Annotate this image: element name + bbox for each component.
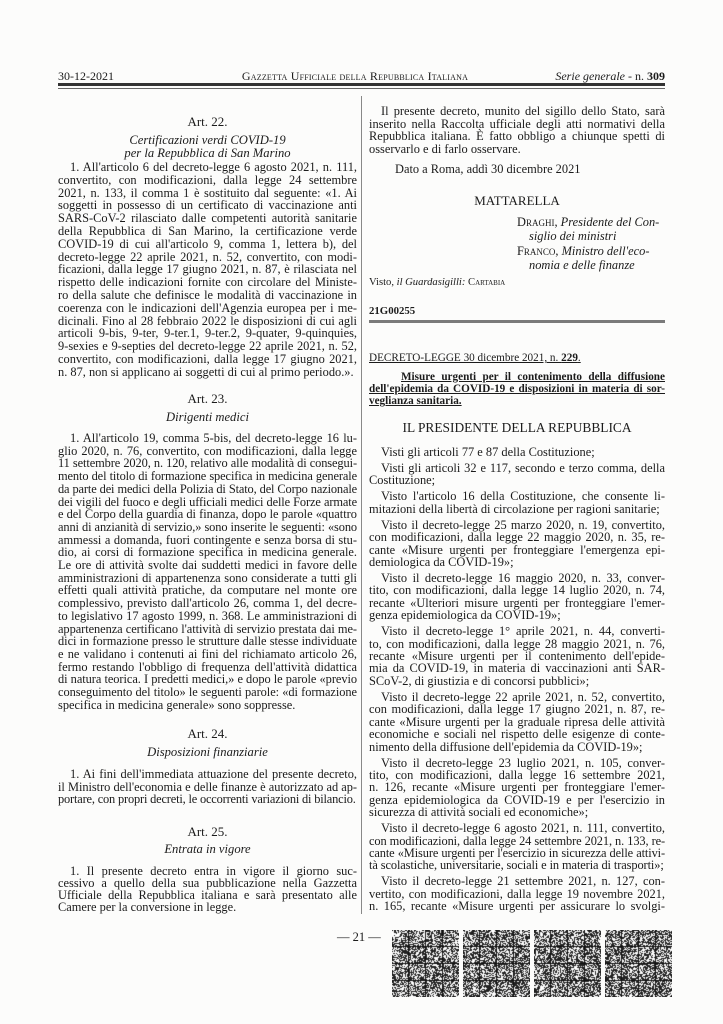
text-line: mitazioni della libertà di circolazione per ragioni sanitarie; bbox=[369, 501, 660, 516]
text-line: veglianza sanitaria. bbox=[369, 395, 462, 408]
text-line: economiche e sociali nel rispetto delle esigenze di conte- bbox=[369, 727, 665, 742]
article-title-line: per la Repubblica di San Marino bbox=[124, 146, 291, 161]
document-code: 21G00255 bbox=[369, 305, 416, 317]
article-title bbox=[58, 134, 357, 160]
text-line: Visto il decreto-legge 22 aprile 2021, n. 52, convertito, bbox=[381, 689, 665, 704]
decree-heading-end: . bbox=[577, 352, 581, 364]
text-line: convertito, con modificazioni, dalla legge 17 giugno 2021, bbox=[58, 351, 357, 366]
text-line: soggetti in possesso di un certificato di vaccinazione anti bbox=[58, 198, 357, 213]
text-line: Visto l'articolo 16 della Costituzione, che consente li- bbox=[381, 489, 665, 504]
decree-title bbox=[369, 371, 665, 407]
article-paragraph bbox=[58, 161, 357, 379]
text-line: 9-sexies e 9-septies del decreto-legge 22 aprile 2021, n. 52, bbox=[58, 339, 357, 354]
text-line: 2021, n. 133, il comma 1 è sostituito dal seguente: «1. Ai bbox=[58, 185, 357, 200]
text-line: SARS-CoV-2 rilasciato dalle competenti autorità sanitarie bbox=[58, 211, 357, 226]
publication-title: Gazzetta Ufficiale della Repubblica Italiana bbox=[241, 69, 469, 83]
text-line: glio 2020, n. 76, convertito, con modificazioni, dalla legge bbox=[58, 443, 357, 458]
text-line: portare, con propri decreti, le occorrenti variazioni di bilancio. bbox=[58, 792, 356, 807]
issuer: IL PRESIDENTE DELLA REPUBBLICA bbox=[402, 420, 632, 435]
text-line: genza epidemiologica da COVID-19»; bbox=[369, 608, 561, 623]
text-line: dell'epidemia da COVID-19 e disposizioni in materia di sor- bbox=[369, 383, 665, 396]
recital-paragraph bbox=[369, 490, 665, 515]
text-line: Visto il decreto-legge 1° aprile 2021, n. 44, converti- bbox=[381, 624, 665, 639]
text-line: decreto-legge 22 aprile 2021, n. 52, convertito, con modi- bbox=[58, 249, 357, 264]
article-title-line: Certificazioni verdi COVID-19 bbox=[129, 133, 286, 147]
series-info bbox=[555, 69, 665, 84]
countersigner-role-cont: siglio dei ministri bbox=[529, 228, 617, 243]
issue-number: 309 bbox=[647, 69, 665, 83]
text-line: dici in formazione presso le strutture dalle stesse individuate bbox=[58, 634, 357, 649]
text-line: mento del titolo di formazione specifica in medicina generale bbox=[58, 469, 357, 484]
text-line: n. 126, recante «Misure urgenti per fronteggiare l'emer- bbox=[369, 780, 665, 795]
text-line: e ne validano i contenuti ai fini del richiamato articolo 26, bbox=[58, 646, 357, 661]
recital-paragraph bbox=[369, 446, 665, 458]
recital-paragraph bbox=[369, 691, 665, 753]
text-line: nimento della diffusione dell'epidemia da COVID-19»; bbox=[369, 739, 643, 754]
text-line: effetti quali attività pratiche, da computare nel monte ore bbox=[58, 583, 357, 598]
text-line: Ufficiale della Repubblica italiana e sarà presentato alle bbox=[58, 888, 357, 903]
text-line: fermo restando l'obbligo di frequenza dell'attività didattica bbox=[58, 659, 357, 674]
text-line: convertito, con modificazioni, dalla legge 24 settembre bbox=[58, 172, 357, 187]
text-line: tito, con modificazioni, dalla legge 16 settembre 2021, bbox=[369, 767, 665, 782]
text-line: Visto il decreto-legge 16 maggio 2020, n. 33, conver- bbox=[381, 571, 665, 586]
visto-line bbox=[369, 277, 505, 288]
article-number: Art. 23. bbox=[187, 391, 228, 406]
countersigner-role-cont: nomia e delle finanze bbox=[529, 257, 635, 272]
text-line: recante «Ulteriori misure urgenti per fronteggiare l'emer- bbox=[369, 595, 665, 610]
text-line: demiologica da COVID-19»; bbox=[369, 555, 514, 570]
text-line: conseguimento del titolo» le seguenti parole: «di formazione bbox=[58, 685, 357, 700]
text-line: rispetto delle indicazioni fornite con circolare del Ministe- bbox=[58, 275, 357, 290]
text-line: Costituzione; bbox=[369, 473, 436, 488]
recital-paragraph bbox=[369, 572, 665, 622]
text-line: della Repubblica di San Marino, la certificazione verde bbox=[58, 223, 357, 238]
text-line: vertito, con modificazioni, dalla legge 19 novembre 2021, bbox=[369, 886, 665, 901]
text-line: ficazioni, dalla legge 17 giugno 2021, n. 87, è rilasciata nel bbox=[58, 262, 357, 277]
text-line: ro della salute che definisce le modalità di vaccinazione in bbox=[58, 287, 357, 302]
text-line: 1. All'articolo 19, comma 5-bis, del decreto-legge 16 lu- bbox=[70, 431, 357, 445]
text-line: cante «Misure urgenti per fronteggiare l'emergenza epi- bbox=[369, 542, 665, 557]
text-line: n. 87, non si applicano ai soggetti di cui al primo periodo.». bbox=[58, 364, 354, 379]
text-line: to, con modificazioni, dalla legge 28 maggio 2021, n. 76, bbox=[369, 636, 665, 651]
text-line: dei vigili del fuoco e degli ufficiali medici delle Forze armate bbox=[58, 494, 357, 509]
text-line: Visti gli articoli 77 e 87 della Costituzione; bbox=[381, 445, 595, 459]
text-line: Visto il decreto-legge 6 agosto 2021, n. 111, convertito, bbox=[381, 821, 665, 836]
text-line: specifica in medicina generale» sono soppresse. bbox=[58, 697, 296, 712]
text-line: complessivo, previsto dall'articolo 26, comma 1, del decre- bbox=[58, 596, 357, 611]
recital-paragraph bbox=[369, 625, 665, 687]
text-line: COVID-19 di cui all'articolo 9, comma 1, lettera b), del bbox=[58, 236, 357, 251]
verification-codes bbox=[392, 930, 672, 997]
text-line: tito, con modificazioni, dalla legge 14 luglio 2020, n. 74, bbox=[369, 583, 665, 598]
text-line: 1. Ai fini dell'immediata attuazione del presente decreto, bbox=[70, 767, 357, 781]
article-paragraph bbox=[58, 768, 357, 806]
recital-paragraph bbox=[369, 757, 665, 819]
text-line: genza epidemiologica da COVID-19 e per l'esercizio in bbox=[369, 792, 665, 807]
text-line: Visto il decreto-legge 23 luglio 2021, n. 105, conver- bbox=[381, 755, 665, 770]
signatory: MATTARELLA bbox=[474, 193, 560, 208]
text-line: dio, ai corsi di formazione specifica in medicina generale. bbox=[58, 545, 357, 560]
visto-role: il Guardasigilli: bbox=[396, 277, 469, 288]
text-line: osservarlo e di farlo osservare. bbox=[369, 142, 521, 157]
header-rule bbox=[58, 83, 665, 86]
text-line: 1. Il presente decreto entra in vigore il giorno suc- bbox=[70, 864, 357, 878]
date-place: Dato a Roma, addì 30 dicembre 2021 bbox=[395, 162, 581, 176]
text-line: e del Corpo della guardia di finanza, dopo le parole «quattro bbox=[58, 507, 357, 522]
text-line: il Ministro dell'economia e delle finanze è autorizzato ad ap- bbox=[58, 779, 357, 794]
text-line: 11 settembre 2020, n. 120, relativo alle modalità di consegui- bbox=[58, 456, 357, 471]
text-line: appartenenza certificano l'attività di servizio prestata dai me- bbox=[58, 621, 357, 636]
countersigner-name: Draghi bbox=[517, 215, 555, 229]
text-line: ammessi a domanda, fuori contingente e senza borsa di stu- bbox=[58, 532, 357, 547]
recital-paragraph bbox=[369, 875, 665, 912]
article-number: Art. 22. bbox=[187, 114, 228, 129]
issue-date: 30-12-2021 bbox=[58, 69, 114, 83]
visto-prefix: Visto, bbox=[369, 277, 397, 288]
text-line: con modificazioni, dalla legge 22 maggio 2020, n. 35, re- bbox=[369, 530, 665, 545]
text-line: Camere per la conversione in legge. bbox=[58, 900, 237, 915]
decree-heading bbox=[369, 352, 581, 364]
text-line: cante «Misure urgenti per l'esercizio in sicurezza delle attivi- bbox=[369, 845, 665, 860]
text-line: Il presente decreto, munito del sigillo dello Stato, sarà bbox=[381, 104, 665, 118]
text-line: cante «Misure urgenti per la graduale ripresa delle attività bbox=[369, 714, 665, 729]
text-line: con modificazioni, dalla legge 17 giugno 2021, n. 87, re- bbox=[369, 702, 665, 717]
text-line: n. 165, recante «Misure urgenti per assicurare lo svolgi- bbox=[369, 899, 665, 914]
decree-heading-text: DECRETO-LEGGE 30 dicembre 2021, n. bbox=[369, 352, 562, 364]
text-line: recante «Misure urgenti per il contenimento dell'epide- bbox=[369, 649, 665, 664]
text-line: dicinali. Fino al 28 febbraio 2022 le disposizioni di cui agli bbox=[58, 313, 357, 328]
decree-number: 229 bbox=[561, 352, 578, 364]
series-label: Serie generale bbox=[555, 69, 625, 83]
text-line: 1. All'articolo 6 del decreto-legge 6 agosto 2021, n. 111, bbox=[70, 160, 357, 174]
text-line: inserito nella Raccolta ufficiale degli atti normativi della bbox=[369, 116, 665, 131]
countersigner-name: Franco bbox=[517, 244, 556, 258]
text-line: Visto il decreto-legge 21 settembre 2021, n. 127, con- bbox=[381, 874, 665, 889]
column-divider bbox=[361, 96, 362, 914]
article-number: Art. 24. bbox=[187, 726, 228, 741]
text-line: mia da COVID-19, in materia di vaccinazioni anti SAR- bbox=[369, 661, 665, 676]
countersigner-role: Presidente del Con- bbox=[560, 215, 660, 229]
text-line: Visti gli articoli 32 e 117, secondo e terzo comma, della bbox=[381, 461, 665, 475]
text-line: articoli 9-bis, 9-ter, 9-ter.1, 9-ter.2, 9-quater, 9-quinquies, bbox=[58, 326, 357, 341]
text-line: Le ore di attività svolte dai suddetti medici in favore delle bbox=[58, 558, 357, 573]
visto-name: Cartabia bbox=[468, 277, 506, 288]
article-title: Disposizioni finanziarie bbox=[147, 745, 268, 759]
recitals bbox=[369, 446, 665, 916]
text-line: tà scolastiche, universitarie, sociali e in materia di trasporti»; bbox=[369, 858, 664, 873]
text-line: coerenza con le indicazioni dell'Agenzia europea per i me- bbox=[58, 300, 357, 315]
page-number: — 21 — bbox=[337, 930, 381, 944]
qr-code bbox=[392, 930, 459, 997]
recital-paragraph bbox=[369, 519, 665, 569]
recital-paragraph bbox=[369, 822, 665, 872]
article-paragraph bbox=[58, 432, 357, 711]
text-line: to legislativo 17 agosto 1999, n. 368. Le amministrazioni di bbox=[58, 608, 357, 623]
article-paragraph bbox=[58, 865, 357, 913]
countersigner: Franco, Ministro dell'eco- nomia e delle finanze bbox=[517, 244, 650, 272]
article-title: Entrata in vigore bbox=[164, 842, 251, 856]
text-line: anni di anzianità di servizio,» sono inserite le seguenti: «sono bbox=[58, 519, 357, 534]
qr-code bbox=[463, 930, 530, 997]
article-number: Art. 25. bbox=[187, 824, 228, 839]
header-rule-thin bbox=[58, 88, 665, 89]
article-title: Dirigenti medici bbox=[166, 410, 249, 424]
text-line: di natura teorica. I predetti medici,» e dopo le parole «previo bbox=[58, 672, 357, 687]
text-line: SCoV-2, di giustizia e di concorsi pubblici»; bbox=[369, 673, 590, 688]
text-line: Misure urgenti per il contenimento della diffusione bbox=[401, 371, 665, 383]
text-line: Visto il decreto-legge 25 marzo 2020, n. 19, convertito, bbox=[381, 517, 665, 532]
text-line: da parte dei medici della Polizia di Stato, del Corpo nazionale bbox=[58, 481, 357, 496]
issue-prefix: - n. bbox=[625, 69, 647, 83]
qr-code bbox=[605, 930, 672, 997]
recital-paragraph bbox=[369, 462, 665, 487]
qr-code bbox=[534, 930, 601, 997]
text-line: cessivo a quello della sua pubblicazione nella Gazzetta bbox=[58, 876, 357, 891]
countersigner-role: Ministro dell'eco- bbox=[561, 244, 650, 258]
section-rule bbox=[369, 320, 665, 323]
text-line: Repubblica italiana. È fatto obbligo a chiunque spetti di bbox=[369, 129, 665, 144]
text-line: amministrazioni di appartenenza sono considerate a tutti gli bbox=[58, 570, 357, 585]
text-line: sicurezza di attività sociali ed economiche»; bbox=[369, 805, 589, 820]
text-line: con modificazioni, dalla legge 24 settembre 2021, n. 133, re- bbox=[369, 833, 665, 848]
closing-paragraph bbox=[369, 105, 665, 156]
countersigner: Draghi, Presidente del Con- siglio dei ministri bbox=[517, 215, 660, 243]
